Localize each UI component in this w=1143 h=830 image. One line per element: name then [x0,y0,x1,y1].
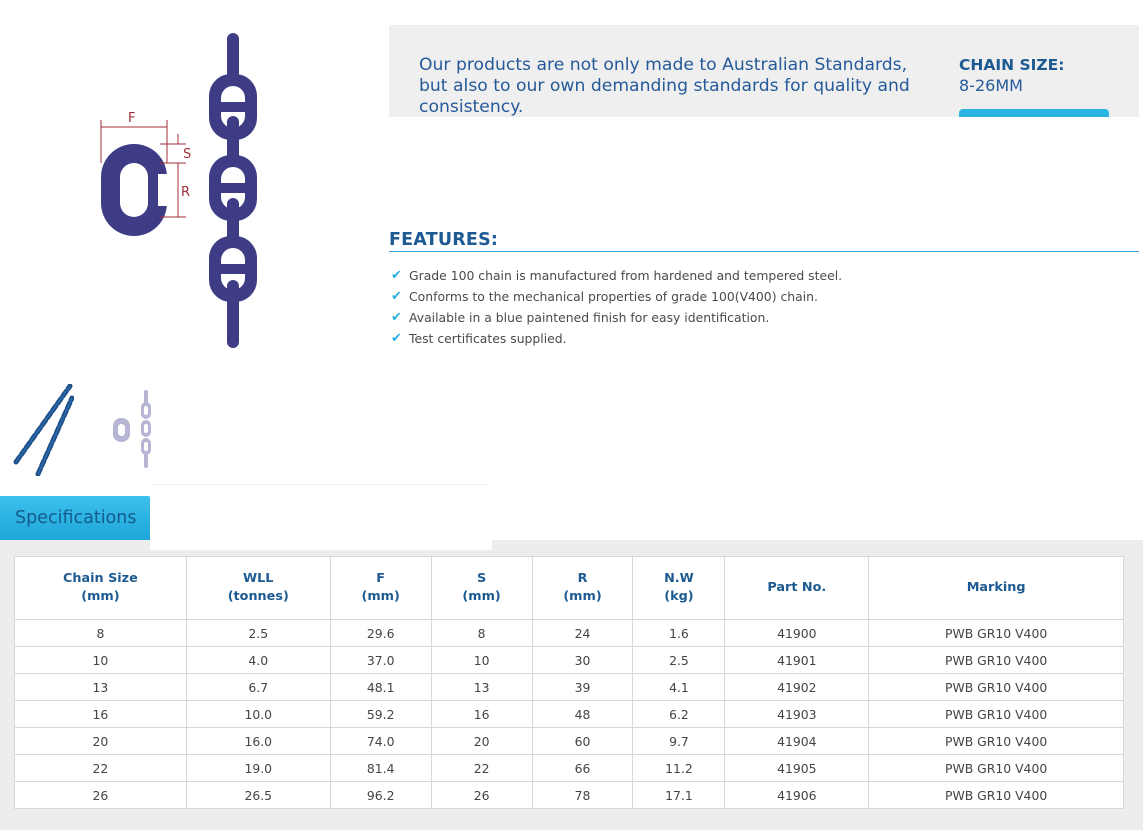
features-divider [389,251,1139,252]
table-cell: PWB GR10 V400 [869,674,1124,701]
check-icon: ✔ [391,331,402,346]
column-header: Chain Size (mm) [15,557,187,620]
feature-text: Available in a blue paintened finish for easy identification. [409,310,770,325]
chain-photo-thumbnail[interactable] [12,384,74,476]
thumbnail-divider [150,484,490,485]
chain-links-shape [209,33,257,348]
dimension-label-r: R [181,185,191,200]
table-cell: 9.7 [633,728,725,755]
column-header: Part No. [725,557,869,620]
table-cell: 8 [15,620,187,647]
table-cell: 37.0 [330,647,431,674]
column-header: N.W (kg) [633,557,725,620]
features-title: FEATURES: [389,230,499,250]
intro-text: Our products are not only made to Australian Standards, but also to our own demanding standards for quality and consistency. [419,55,910,117]
table-row [15,620,1124,647]
table-cell: 11.2 [633,755,725,782]
table-row [15,755,1124,782]
table-cell: 66 [532,755,633,782]
chain-size-title: CHAIN SIZE: [959,56,1065,74]
table-cell: 6.7 [186,674,330,701]
feature-text: Conforms to the mechanical properties of grade 100(V400) chain. [409,289,818,304]
column-header: Marking [869,557,1124,620]
table-cell: 26.5 [186,782,330,809]
table-cell: 96.2 [330,782,431,809]
dimension-label-s: S [183,147,192,162]
table-cell: 29.6 [330,620,431,647]
feature-item [391,265,842,286]
table-cell: 39 [532,674,633,701]
table-cell: 22 [431,755,532,782]
specifications-table-container [14,556,1124,809]
check-icon: ✔ [391,289,402,304]
table-row [15,701,1124,728]
table-cell: 10 [431,647,532,674]
column-header: R (mm) [532,557,633,620]
table-cell: 10.0 [186,701,330,728]
table-cell: 78 [532,782,633,809]
table-row [15,647,1124,674]
table-cell: 13 [15,674,187,701]
table-cell: 8 [431,620,532,647]
table-row [15,728,1124,755]
table-cell: 4.1 [633,674,725,701]
table-cell: 20 [15,728,187,755]
table-cell: 2.5 [633,647,725,674]
table-row [15,782,1124,809]
table-cell: 16.0 [186,728,330,755]
table-cell: 41902 [725,674,869,701]
table-cell: 17.1 [633,782,725,809]
column-header: WLL (tonnes) [186,557,330,620]
specifications-table [14,556,1124,809]
table-cell: PWB GR10 V400 [869,701,1124,728]
table-row [15,674,1124,701]
table-cell: PWB GR10 V400 [869,755,1124,782]
table-cell: 48.1 [330,674,431,701]
table-cell: 74.0 [330,728,431,755]
table-cell: PWB GR10 V400 [869,728,1124,755]
single-link-shape [101,144,170,236]
tab-strip-spacer [150,540,492,550]
table-cell: 6.2 [633,701,725,728]
table-cell: 41900 [725,620,869,647]
table-cell: PWB GR10 V400 [869,647,1124,674]
dimension-label-f: F [128,111,136,126]
table-cell: 24 [532,620,633,647]
column-header: S (mm) [431,557,532,620]
feature-item [391,307,842,328]
chain-size-value: 8-26MM [959,76,1023,95]
table-cell: 81.4 [330,755,431,782]
feature-item [391,328,842,349]
check-icon: ✔ [391,268,402,283]
table-cell: 22 [15,755,187,782]
feature-item [391,286,842,307]
enquire-button[interactable] [959,109,1109,117]
table-cell: 19.0 [186,755,330,782]
table-cell: 41905 [725,755,869,782]
column-header: F (mm) [330,557,431,620]
table-cell: 1.6 [633,620,725,647]
table-header-row [15,557,1124,620]
table-cell: 20 [431,728,532,755]
table-cell: 2.5 [186,620,330,647]
chain-diagram-thumbnail[interactable] [110,388,158,472]
table-cell: 26 [431,782,532,809]
tab-specifications[interactable]: Specifications [0,496,150,540]
table-cell: 30 [532,647,633,674]
table-cell: 4.0 [186,647,330,674]
feature-text: Test certificates supplied. [409,331,567,346]
table-cell: 16 [431,701,532,728]
table-cell: 60 [532,728,633,755]
table-cell: 41906 [725,782,869,809]
product-intro-panel [389,25,1139,117]
table-cell: 13 [431,674,532,701]
table-cell: 41901 [725,647,869,674]
table-cell: 41903 [725,701,869,728]
table-cell: 26 [15,782,187,809]
table-cell: PWB GR10 V400 [869,620,1124,647]
table-cell: 10 [15,647,187,674]
specifications-table-body [15,620,1124,809]
table-cell: 48 [532,701,633,728]
chain-diagram-image [90,28,280,353]
table-cell: 59.2 [330,701,431,728]
features-list [391,265,842,349]
feature-text: Grade 100 chain is manufactured from hardened and tempered steel. [409,268,843,283]
check-icon: ✔ [391,310,402,325]
table-cell: 41904 [725,728,869,755]
table-cell: PWB GR10 V400 [869,782,1124,809]
table-cell: 16 [15,701,187,728]
